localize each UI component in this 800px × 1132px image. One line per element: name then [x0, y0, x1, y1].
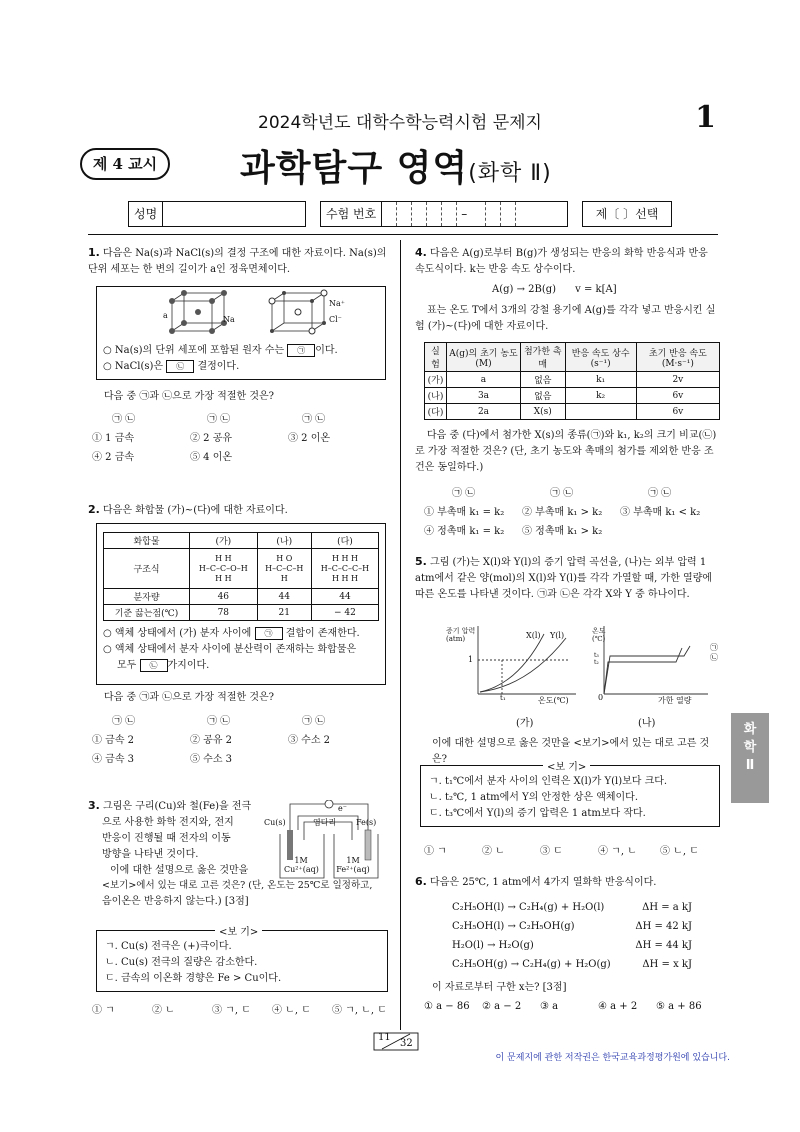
q4-cell: 6v — [636, 388, 719, 404]
q4-head: ㉠ ㉡ — [452, 488, 476, 499]
q6-prompt: 이 자료로부터 구한 x는? [3점] — [432, 982, 567, 993]
q3-text1: 그림은 구리(Cu)와 철(Fe)을 전극 — [103, 801, 252, 812]
q1-prompt: 다음 중 ㉠과 ㉡으로 가장 적절한 것은? — [104, 391, 275, 402]
q2-stem — [88, 502, 388, 519]
q6-choice-1[interactable]: ① a − 86 — [424, 1001, 470, 1012]
q3-number: 3. — [88, 799, 100, 812]
q5-number: 5. — [415, 555, 427, 568]
digit-cell[interactable] — [516, 202, 530, 226]
q4-th: 초기 반응 속도 (M·s⁻¹) — [636, 343, 719, 372]
q5-caption-ga: (가) — [516, 718, 534, 729]
q2-cell: 78 — [190, 605, 258, 621]
q1-bullet2 — [103, 359, 239, 375]
q4-equation: A(g) → 2B(g) v = k[A] — [492, 284, 617, 295]
q5-choice-3[interactable]: ③ ㄷ — [540, 846, 563, 857]
q5-choices — [424, 842, 699, 857]
q5-stem — [415, 554, 720, 603]
q1-label-na-plus: Na⁺ — [329, 299, 345, 308]
q5-choice-4[interactable]: ④ ㄱ, ㄴ — [598, 846, 637, 857]
q3-text7: 음이온은 반응하지 않는다.) [3점] — [102, 896, 249, 907]
q6-eq-3: H₂O(l) → H₂O(g) — [452, 940, 534, 951]
q5-graph-na — [596, 622, 712, 702]
digit-cell[interactable] — [397, 202, 412, 226]
q3-choices — [92, 1001, 387, 1016]
q1-number: 1. — [88, 246, 100, 259]
q4-choice-3[interactable]: ③ 부촉매 k₁ < k₂ — [620, 507, 701, 518]
q2-cell: 46 — [190, 589, 258, 605]
q5-item-2: ㄴ. t₂℃, 1 atm에서 Y의 안정한 상은 액체이다. — [429, 792, 639, 803]
column-divider — [400, 240, 401, 1030]
q1-head: ㉠ ㉡ — [112, 414, 136, 425]
digit-cell[interactable] — [471, 202, 486, 226]
q3-label-bridge: 염다리 — [313, 818, 337, 827]
q2-choice-1[interactable]: ① 금속 2 — [92, 735, 135, 746]
q4-head: ㉠ ㉡ — [648, 488, 672, 499]
q4-cell: 없음 — [521, 388, 566, 404]
q3-choice-3[interactable]: ③ ㄱ, ㄷ — [212, 1005, 251, 1016]
digit-cell[interactable] — [486, 202, 501, 226]
q4-th: 첨가한 촉매 — [521, 343, 566, 372]
q2-blank2: ㉡ — [140, 659, 168, 672]
q1-bullet1-text: ○ Na(s)의 단위 세포에 포함된 원자 수는 — [103, 345, 285, 356]
q5-g2-curve-a: ㉠ — [710, 643, 718, 652]
q4-cell: (나) — [425, 388, 447, 404]
page-total: 32 — [400, 1038, 413, 1049]
q3-text4: 방향을 나타낸 것이다. — [102, 849, 199, 860]
q3-item-2: ㄴ. Cu(s) 전극의 질량은 감소한다. — [105, 957, 258, 968]
q4-choice-1[interactable]: ① 부촉매 k₁ = k₂ — [424, 507, 505, 518]
q3-choice-2[interactable]: ② ㄴ — [152, 1005, 175, 1016]
q4-cell: (다) — [425, 404, 447, 420]
q5-choice-5[interactable]: ⑤ ㄴ, ㄷ — [660, 846, 699, 857]
q2-row-label: 기준 끓는점(℃) — [104, 605, 190, 621]
q4-cell: k₁ — [565, 372, 636, 388]
q2-bullet1-text: ○ 액체 상태에서 (가) 분자 사이에 — [103, 628, 252, 639]
q6-choice-2[interactable]: ② a − 2 — [482, 1001, 522, 1012]
digit-cell[interactable] — [382, 202, 397, 226]
q3-label-fe: Fe(s) — [356, 818, 377, 827]
q4-text2: 표는 온도 T에서 3개의 강철 용기에 A(g)를 각각 넣고 반응시킨 실험 (가)~(다)에 대한 자료이다. — [415, 305, 716, 332]
q5-item-3: ㄷ. t₃℃에서 Y(l)의 증기 압력은 1 atm보다 작다. — [429, 808, 646, 819]
q2-choice-4[interactable]: ④ 금속 3 — [92, 754, 135, 765]
q5-g2-t2: t₂ — [594, 659, 599, 666]
q2-number: 2. — [88, 503, 100, 516]
q1-choice-2[interactable]: ② 2 공유 — [190, 433, 233, 444]
q4-cell: 2a — [446, 404, 520, 420]
q6-eq-4: C₂H₅OH(g) → C₂H₄(g) + H₂O(g) — [452, 959, 611, 970]
q5-g1-y: Y(l) — [550, 631, 565, 640]
q1-bullet2-text: ○ NaCl(s)은 — [103, 361, 164, 372]
q6-text: 다음은 25℃, 1 atm에서 4가지 열화학 반응식이다. — [430, 877, 657, 888]
q3-bogi-box — [96, 927, 388, 992]
q4-cell: 2v — [636, 372, 719, 388]
q4-cell: 없음 — [521, 372, 566, 388]
q4-choice-2[interactable]: ② 부촉매 k₁ > k₂ — [522, 507, 603, 518]
q5-g2-curve-b: ㉡ — [710, 653, 718, 662]
q1-text: 다음은 Na(s)과 NaCl(s)의 결정 구조에 대한 자료이다. Na(s)의 단위 세포는 한 변의 길이가 a인 정육면체이다. — [88, 248, 387, 275]
q3-choice-4[interactable]: ④ ㄴ, ㄷ — [272, 1005, 311, 1016]
q1-choice-5[interactable]: ⑤ 4 이온 — [190, 452, 233, 463]
exam-number-field[interactable] — [320, 201, 568, 227]
q4-cell: X(s) — [521, 404, 566, 420]
q3-item-3: ㄷ. 금속의 이온화 경향은 Fe > Cu이다. — [105, 973, 282, 984]
q3-text2: 으로 사용한 화학 전지와, 전지 — [102, 817, 234, 828]
q6-equations — [452, 900, 692, 976]
q3-choice-1[interactable]: ① ㄱ — [92, 1005, 115, 1016]
q4-text3: 다음 중 (다)에서 첨가한 X(s)의 종류(㉠)와 k₁, k₂의 크기 비교(㉡)로 가장 적절한 것은? (단, 초기 농도와 촉매의 첨가를 제외한 반응 조건은 동일하다.) — [415, 430, 717, 473]
q3-bogi-title: <보 기> — [215, 923, 262, 938]
q6-choice-5[interactable]: ⑤ a + 86 — [656, 1001, 702, 1012]
q2-bullet2-b: 모두 — [117, 660, 137, 671]
q2-bullet1-end: 결합이 존재한다. — [285, 628, 360, 639]
q1-bullet2-end: 결정이다. — [197, 361, 240, 372]
q2-bullet1 — [103, 626, 360, 642]
q3-label-sol2: 1M Fe²⁺(aq) — [336, 856, 370, 874]
q2-cell: − 42 — [311, 605, 378, 621]
name-field[interactable] — [128, 201, 306, 227]
q6-stem — [415, 874, 720, 891]
q4-stem — [415, 245, 720, 278]
q4-cell: k₂ — [565, 388, 636, 404]
q3-cell-figure — [262, 800, 392, 880]
q5-g1-ylabel: 증기 압력 (atm) — [446, 627, 476, 643]
choice-field[interactable]: 제〔 〕선택 — [582, 201, 672, 227]
q5-g1-x: X(l) — [526, 631, 541, 640]
q4-cell: 3a — [446, 388, 520, 404]
page-mark: 1 — [695, 100, 716, 135]
q5-caption-na: (나) — [638, 718, 656, 729]
q5-g1-xlabel: 온도(℃) — [538, 696, 569, 705]
q1-choice-3[interactable]: ③ 2 이온 — [288, 433, 331, 444]
digit-cell[interactable] — [427, 202, 442, 226]
q6-eq-2: C₂H₅OH(l) → C₂H₅OH(g) — [452, 921, 575, 932]
q2-struct: H H H H–C–C–C–H H H H — [311, 549, 378, 589]
q4-number: 4. — [415, 246, 427, 259]
q3-label-sol1: 1M Cu²⁺(aq) — [284, 856, 319, 874]
q1-label-cl: Cl⁻ — [329, 315, 342, 324]
q6-eq-1: C₂H₅OH(l) → C₂H₄(g) + H₂O(l) — [452, 902, 605, 913]
q6-choice-3[interactable]: ③ a — [540, 1001, 559, 1012]
q1-choice-4[interactable]: ④ 2 금속 — [92, 452, 135, 463]
q5-g2-t3: t₃ — [594, 652, 599, 659]
q1-label-na: Na — [223, 315, 235, 324]
q2-cell: 44 — [257, 589, 311, 605]
q4-choice-4[interactable]: ④ 정촉매 k₁ = k₂ — [424, 526, 505, 537]
digit-cell[interactable] — [412, 202, 427, 226]
q6-dh-3: ΔH = 44 kJ — [635, 940, 692, 951]
q2-choices — [92, 712, 392, 765]
q3-label-electron: e⁻ — [338, 804, 347, 813]
q2-head: ㉠ ㉡ — [302, 716, 326, 727]
q1-stem — [88, 245, 388, 278]
q2-struct: H O H–C–C–H H — [257, 549, 311, 589]
q2-head: ㉠ ㉡ — [207, 716, 231, 727]
q5-g1-t1: t₁ — [500, 694, 506, 702]
q4-text: 다음은 A(g)로부터 B(g)가 생성되는 반응의 화학 반응식과 반응 속도식이다. k는 반응 속도 상수이다. — [415, 248, 708, 275]
subject-main: 과학탐구 영역 — [240, 148, 469, 189]
q3-text6: <보기>에서 있는 대로 고른 것은? (단, 온도는 25℃로 일정하고, — [102, 880, 373, 891]
q1-label-a: a — [163, 311, 168, 320]
exam-number-label: 수험 번호 — [321, 202, 382, 226]
q5-prompt: 이에 대한 설명으로 옳은 것만을 <보기>에서 있는 대로 고른 것은? — [432, 738, 710, 765]
q6-choices — [424, 1001, 702, 1012]
q5-item-1: ㄱ. t₁℃에서 분자 사이의 인력은 X(l)가 Y(l)보다 크다. — [429, 776, 668, 787]
digit-cell[interactable] — [442, 202, 457, 226]
q4-th: 반응 속도 상수 (s⁻¹) — [565, 343, 636, 372]
q2-bullet2-cont — [117, 658, 209, 674]
q2-choice-3[interactable]: ③ 수소 2 — [288, 735, 331, 746]
q3-label-cu: Cu(s) — [264, 818, 286, 827]
q1-box — [96, 286, 386, 380]
q2-choice-5[interactable]: ⑤ 수소 3 — [190, 754, 233, 765]
q4-th: 실험 — [425, 343, 447, 372]
q2-prompt: 다음 중 ㉠과 ㉡으로 가장 적절한 것은? — [104, 692, 275, 703]
q1-crystal-figure — [97, 287, 385, 337]
q5-g2-ylabel: 온도 (℃) — [592, 627, 606, 643]
q4-choices — [424, 484, 724, 537]
q4-cell: a — [446, 372, 520, 388]
q3-stem-cont — [88, 878, 398, 910]
name-label: 성명 — [129, 202, 163, 226]
page-current: 11 — [378, 1032, 391, 1043]
q2-blank1: ㉠ — [255, 627, 283, 640]
q3-item-1: ㄱ. Cu(s) 전극은 (+)극이다. — [105, 941, 232, 952]
q2-choice-2[interactable]: ② 공유 2 — [190, 735, 233, 746]
header-rule — [88, 234, 718, 235]
q5-choice-2[interactable]: ② ㄴ — [482, 846, 505, 857]
q3-stem — [88, 798, 260, 879]
q6-dh-2: ΔH = 42 kJ — [635, 921, 692, 932]
q2-th: (다) — [311, 533, 378, 549]
subject-title — [240, 140, 552, 191]
q2-head: ㉠ ㉡ — [112, 716, 136, 727]
q2-th: (나) — [257, 533, 311, 549]
q5-g2-xlabel: 가한 열량 — [658, 696, 692, 705]
q2-box — [96, 523, 386, 685]
q2-row-label: 분자량 — [104, 589, 190, 605]
q3-text3: 반응이 진행될 때 전자의 이동 — [102, 833, 231, 844]
q5-bogi-title: <보 기> — [543, 758, 590, 773]
q1-bullet1 — [103, 343, 338, 359]
q2-cell: 21 — [257, 605, 311, 621]
exam-title: 2024학년도 대학수학능력시험 문제지 — [258, 113, 542, 133]
q2-bullet2: ○ 액체 상태에서 분자 사이에 분산력이 존재하는 화합물은 — [103, 644, 357, 655]
q5-bogi-box — [420, 762, 720, 827]
q4-cell: (가) — [425, 372, 447, 388]
q3-choice-5[interactable]: ⑤ ㄱ, ㄴ, ㄷ — [332, 1005, 387, 1016]
page-counter — [372, 1032, 422, 1052]
q6-dh-1: ΔH = a kJ — [642, 902, 692, 913]
q2-struct: H H H–C–C–O–H H H — [190, 549, 258, 589]
digit-cell[interactable] — [501, 202, 516, 226]
q2-th: (가) — [190, 533, 258, 549]
q2-bullet2-c: 가지이다. — [167, 660, 210, 671]
q5-choice-1[interactable]: ① ㄱ — [424, 846, 447, 857]
copyright-notice: 이 문제지에 관한 저작권은 한국교육과정평가원에 있습니다. — [495, 1053, 730, 1063]
q4-cell — [565, 404, 636, 420]
q4-table — [424, 342, 720, 420]
q2-th: 화합물 — [104, 533, 190, 549]
q1-choice-1[interactable]: ① 1 금속 — [92, 433, 135, 444]
q1-blank2: ㉡ — [166, 360, 194, 373]
q1-head: ㉠ ㉡ — [302, 414, 326, 425]
q2-row-label: 구조식 — [104, 549, 190, 589]
q1-head: ㉠ ㉡ — [207, 414, 231, 425]
q4-th: A(g)의 초기 농도(M) — [446, 343, 520, 372]
q1-blank1: ㉠ — [287, 344, 315, 357]
q1-bullet1-end: 이다. — [315, 345, 338, 356]
subject-side-tab: 화 학 Ⅱ — [731, 713, 769, 803]
dash: – — [461, 207, 468, 221]
q4-head: ㉠ ㉡ — [550, 488, 574, 499]
q4-cell: 6v — [636, 404, 719, 420]
q4-choice-5[interactable]: ⑤ 정촉매 k₁ > k₂ — [522, 526, 603, 537]
subject-sub: (화학 Ⅱ) — [468, 161, 552, 186]
q5-g2-zero: 0 — [598, 693, 604, 702]
q3-text5: 이에 대한 설명으로 옳은 것만을 — [110, 865, 249, 876]
q2-text: 다음은 화합물 (가)~(다)에 대한 자료이다. — [103, 505, 288, 516]
q6-choice-4[interactable]: ④ a + 2 — [598, 1001, 638, 1012]
session-badge: 제 4 교시 — [80, 148, 170, 180]
q1-choices — [92, 410, 392, 463]
q5-g1-one: 1 — [468, 655, 474, 664]
q5-text: 그림 (가)는 X(l)와 Y(l)의 증기 압력 곡선을, (나)는 외부 압력 1 atm에서 같은 양(mol)의 X(l)와 Y(l)를 각각 가열할 때, 가한 열량에 따른 온도를 나타낸 것이다. ㉠과 ㉡은 각각 X와 Y 중 하나이다. — [415, 557, 713, 600]
q6-number: 6. — [415, 875, 427, 888]
q2-cell: 44 — [311, 589, 378, 605]
q2-table — [103, 532, 379, 621]
q6-dh-4: ΔH = x kJ — [642, 959, 692, 970]
